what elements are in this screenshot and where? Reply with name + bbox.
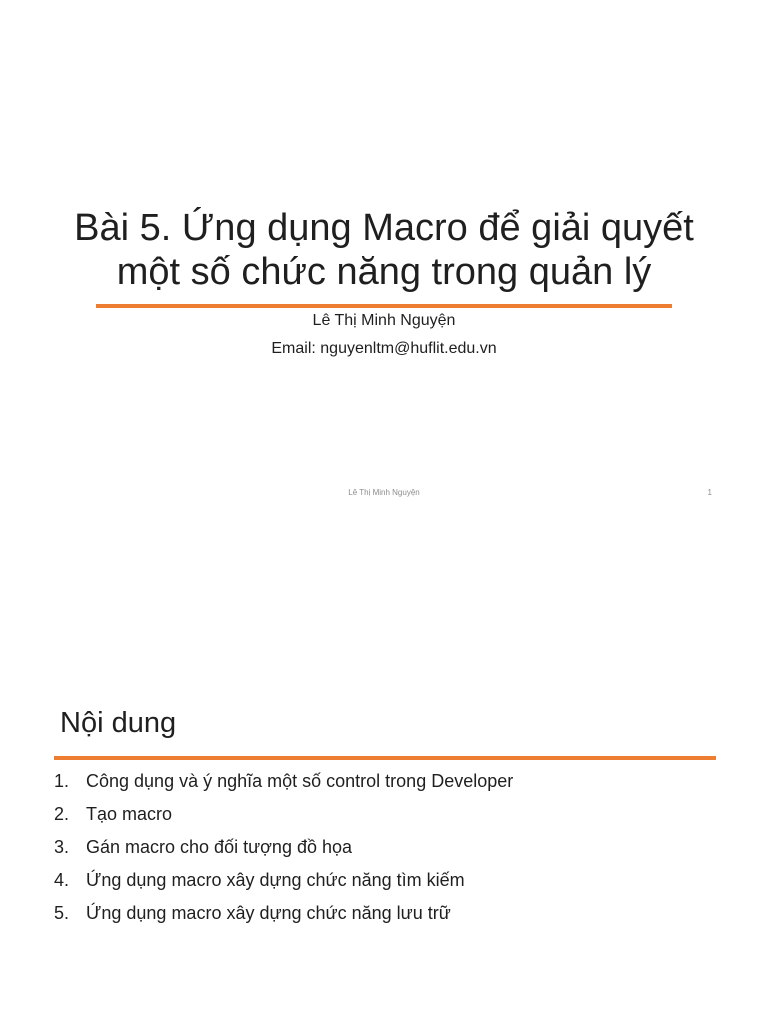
list-item-text: Ứng dụng macro xây dựng chức năng lưu trữ [86, 902, 451, 923]
slide-footer: Lê Thị Minh Nguyện [348, 488, 420, 497]
contents-title-underline [54, 756, 716, 760]
page-number: 1 [707, 488, 712, 497]
list-item-number: 5. [54, 902, 70, 923]
contents-title: Nội dung [60, 707, 177, 739]
list-item-text: Gán macro cho đối tượng đồ họa [86, 836, 353, 857]
title-underline [96, 304, 672, 308]
list-item-number: 1. [54, 770, 70, 791]
list-item-text: Tạo macro [86, 803, 173, 824]
list-item [54, 830, 714, 863]
list-item-text: Công dụng và ý nghĩa một số control trong Developer [86, 770, 514, 791]
slide-title [40, 206, 728, 294]
list-item-text: Ứng dụng macro xây dựng chức năng tìm kiếm [86, 869, 465, 890]
list-item [54, 863, 714, 896]
author-email: Email: nguyenltm@huflit.edu.vn [271, 340, 497, 357]
list-item [54, 764, 714, 797]
list-item-number: 2. [54, 803, 70, 824]
list-item-number: 4. [54, 869, 70, 890]
list-item-number: 3. [54, 836, 70, 857]
list-item [54, 797, 714, 830]
contents-slide [0, 512, 768, 1024]
contents-list [54, 764, 714, 929]
author-name: Lê Thị Minh Nguyện [312, 312, 456, 329]
slide-title-line-1: Bài 5. Ứng dụng Macro để giải quyết [74, 207, 694, 249]
slide-title-line-2: một số chức năng trong quản lý [116, 251, 652, 293]
list-item [54, 896, 714, 929]
